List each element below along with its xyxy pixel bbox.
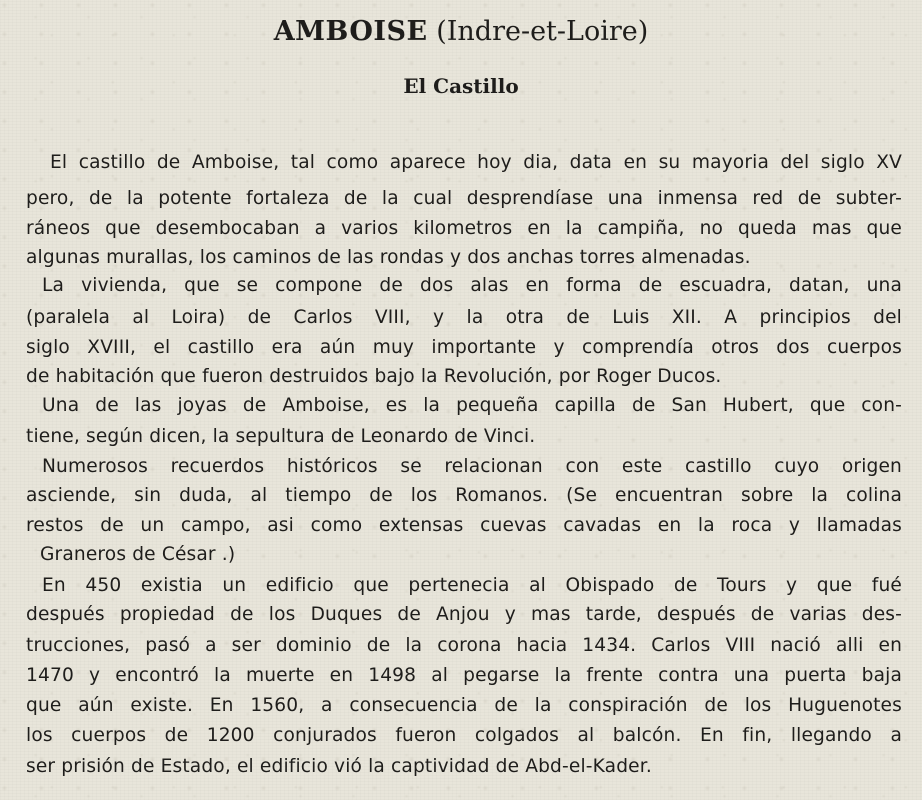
text-line-21: ser prisión de Estado, el edificio vió la captividad de Abd-el-Kader. xyxy=(26,756,652,777)
text-line-14: Graneros de César .) xyxy=(40,544,236,565)
text-line-10: tiene, según dicen, la sepultura de Leonardo de Vinci. xyxy=(26,426,536,447)
text-line-17: trucciones, pasó a ser dominio de la corona hacia 1434. Carlos VIII nació alli en xyxy=(26,635,902,656)
text-line-1: El castillo de Amboise, tal como aparece hoy dia, data en su mayoria del siglo XV xyxy=(50,152,902,173)
text-line-16: después propiedad de los Duques de Anjou y mas tarde, después de varias des- xyxy=(26,604,902,625)
text-line-7: siglo XVIII, el castillo era aún muy importante y comprendía otros dos cuerpos xyxy=(26,337,902,358)
title-region: (Indre-et-Loire) xyxy=(436,16,649,47)
text-line-2: pero, de la potente fortaleza de la cual desprendíase una inmensa red de subter- xyxy=(26,188,902,209)
text-line-11: Numerosos recuerdos históricos se relacionan con este castillo cuyo origen xyxy=(42,456,902,477)
text-line-6: (paralela al Loira) de Carlos VIII, y la otra de Luis XII. A principios del xyxy=(26,307,902,328)
text-line-5: La vivienda, que se compone de dos alas en forma de escuadra, datan, una xyxy=(42,275,902,296)
page-title xyxy=(0,14,922,50)
text-line-9: Una de las joyas de Amboise, es la pequeña capilla de San Hubert, que con- xyxy=(42,395,902,416)
text-line-18: 1470 y encontró la muerte en 1498 al pegarse la frente contra una puerta baja xyxy=(26,665,902,686)
text-line-4: algunas murallas, los caminos de las rondas y dos anchas torres almenadas. xyxy=(26,247,751,268)
text-line-8: de habitación que fueron destruidos bajo la Revolución, por Roger Ducos. xyxy=(26,366,722,387)
text-line-20: los cuerpos de 1200 conjurados fueron colgados al balcón. En fin, llegando a xyxy=(26,725,902,746)
text-line-19: que aún existe. En 1560, a consecuencia de la conspiración de los Huguenotes xyxy=(26,695,902,716)
text-line-13: restos de un campo, asi como extensas cuevas cavadas en la roca y llamadas xyxy=(26,515,902,536)
text-line-3: ráneos que desembocaban a varios kilometros en la campiña, no queda mas que xyxy=(26,218,902,239)
text-line-15: En 450 existia un edificio que pertenecia al Obispado de Tours y que fué xyxy=(42,575,902,596)
title-main: AMBOISE xyxy=(273,16,428,47)
page-subtitle: El Castillo xyxy=(403,74,519,98)
text-line-12: asciende, sin duda, al tiempo de los Romanos. (Se encuentran sobre la colina xyxy=(26,485,902,506)
